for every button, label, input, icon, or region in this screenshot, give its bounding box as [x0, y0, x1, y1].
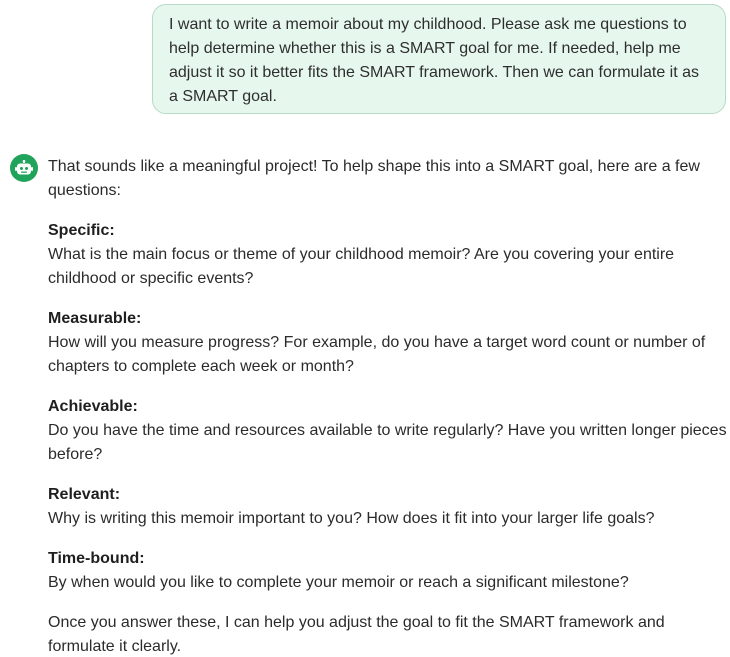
section-heading: Specific:: [48, 222, 115, 239]
assistant-intro: That sounds like a meaningful project! To help shape this into a SMART goal, here are a few questions:: [48, 158, 700, 199]
assistant-message-content: [48, 155, 728, 657]
section-heading: Relevant:: [48, 486, 121, 503]
user-message-bubble: [152, 4, 726, 114]
section-text: Why is writing this memoir important to you? How does it fit into your larger life goals?: [48, 510, 655, 527]
section-text: What is the main focus or theme of your childhood memoir? Are you covering your entire childhood or specific events?: [48, 246, 675, 287]
section-achievable: [48, 395, 728, 467]
user-message-text: I want to write a memoir about my childhood. Please ask me questions to help determine whether this is a SMART goal for me. If needed, help me adjust it so it better fits the SMART framework. Then we can formulate it as a SMART goal.: [169, 16, 699, 105]
section-relevant: [48, 483, 728, 531]
robot-icon: [10, 154, 38, 182]
section-specific: [48, 219, 728, 291]
section-heading: Time-bound:: [48, 550, 145, 567]
section-time-bound: [48, 547, 728, 595]
section-measurable: [48, 307, 728, 379]
robot-icon-glyph: [15, 160, 33, 176]
section-text: By when would you like to complete your memoir or reach a significant milestone?: [48, 574, 629, 591]
section-text: Do you have the time and resources available to write regularly? Have you written longer pieces before?: [48, 422, 727, 463]
section-heading: Achievable:: [48, 398, 138, 415]
assistant-closing: Once you answer these, I can help you adjust the goal to fit the SMART framework and formulate it clearly.: [48, 614, 665, 655]
section-heading: Measurable:: [48, 310, 142, 327]
section-text: How will you measure progress? For example, do you have a target word count or number of chapters to complete each week or month?: [48, 334, 706, 375]
